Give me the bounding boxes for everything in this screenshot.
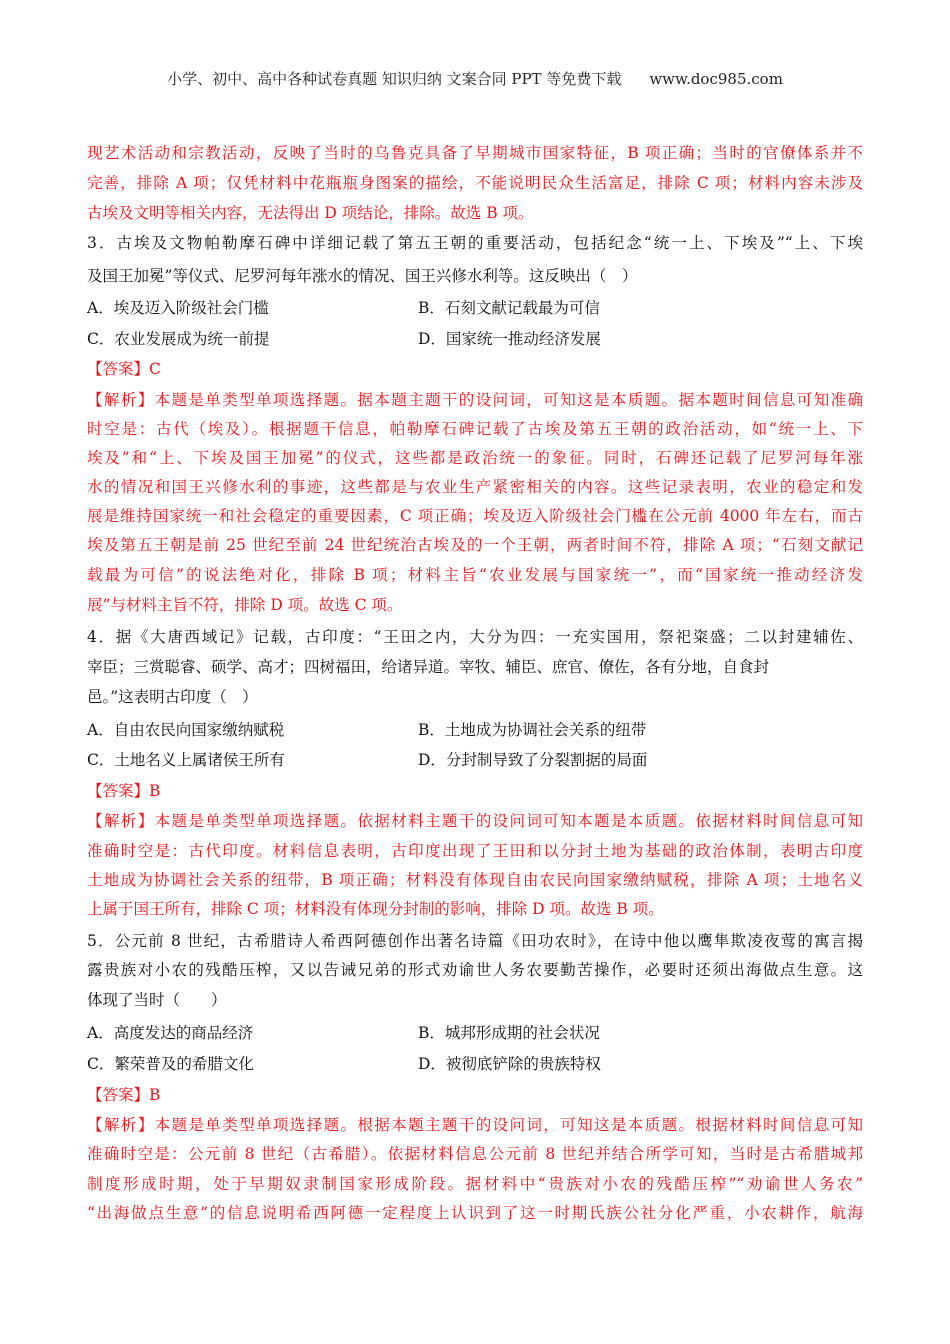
- analysis-line: 展是维持国家统一和社会稳定的重要因素，C 项正确；埃及迈入阶级社会门槛在公元前 4000 年左右，而古: [87, 507, 863, 525]
- option-right: B．土地成为协调社会关系的纽带: [418, 721, 647, 739]
- header-text: 小学、初中、高中各种试卷真题 知识归纳 文案合同 PPT 等免费下载: [167, 70, 622, 88]
- option-left: C．繁荣普及的希腊文化: [87, 1055, 254, 1073]
- analysis-line: 准确时空是：古代印度。材料信息表明，古印度出现了王田和以分封土地为基础的政治体制，表明古印度: [87, 842, 863, 860]
- option-right: B．城邦形成期的社会状况: [418, 1024, 600, 1042]
- question-line: 体现了当时（ ）: [87, 991, 227, 1009]
- analysis-line: 埃及”和“上、下埃及国王加冕”的仪式，这些都是政治统一的象征。同时，石碑还记载了尼罗河每年涨: [87, 449, 863, 467]
- option-left: A．埃及迈入阶级社会门槛: [87, 299, 269, 317]
- analysis-line: 展”与材料主旨不符，排除 D 项。故选 C 项。: [87, 596, 403, 614]
- analysis-line: 完善，排除 A 项；仅凭材料中花瓶瓶身图案的描绘，不能说明民众生活富足，排除 C 项；材料内容未涉及: [87, 174, 863, 192]
- option-right: D．分封制导致了分裂割据的局面: [418, 751, 648, 769]
- analysis-line: 时空是：古代（埃及）。根据题干信息，帕勒摩石碑记载了古埃及第五王朝的政治活动，如“统一上、下: [87, 420, 863, 438]
- question-line: 邑。”这表明古印度（ ）: [87, 688, 258, 706]
- answer-line: 【答案】C: [87, 360, 161, 378]
- option-right: D．国家统一推动经济发展: [418, 330, 601, 348]
- option-left: C．土地名义上属诸侯王所有: [87, 751, 285, 769]
- analysis-line: 制度形成时期，处于早期奴隶制国家形成阶段。据材料中“贵族对小农的残酷压榨”“劝谕世人务农”: [87, 1175, 863, 1193]
- option-left: A．高度发达的商品经济: [87, 1024, 254, 1042]
- question-line: 5．公元前 8 世纪，古希腊诗人希西阿德创作出著名诗篇《田功农时》，在诗中他以鹰隼欺凌夜莺的寓言揭: [87, 932, 863, 950]
- option-right: B．石刻文献记载最为可信: [418, 299, 600, 317]
- analysis-line: 水的情况和国王兴修水利的事迹，这些都是与农业生产紧密相关的内容。这些记录表明，农业的稳定和发: [87, 478, 863, 496]
- analysis-line: 【解析】本题是单类型单项选择题。根据本题主题干的设问词，可知这是本质题。根据材料时间信息可知: [87, 1116, 863, 1134]
- question-line: 4．据《大唐西域记》记载，古印度：“王田之内，大分为四：一充实国用，祭祀粢盛；二以封建辅佐、: [87, 628, 863, 646]
- answer-line: 【答案】B: [87, 1086, 161, 1104]
- analysis-line: 上属于国王所有，排除 C 项；材料没有体现分封制的影响，排除 D 项。故选 B 项。: [87, 900, 664, 918]
- question-line: 3．古埃及文物帕勒摩石碑中详细记载了第五王朝的重要活动，包括纪念“统一上、下埃及”“上、下埃: [87, 234, 863, 252]
- analysis-line: 现艺术活动和宗教活动，反映了当时的乌鲁克具备了早期城市国家特征，B 项正确；当时的官僚体系并不: [87, 144, 863, 162]
- analysis-line: 土地成为协调社会关系的纽带，B 项正确；材料没有体现自由农民向国家缴纳赋税，排除 A 项；土地名义: [87, 871, 863, 889]
- analysis-line: 载最为可信”的说法绝对化，排除 B 项；材料主旨“农业发展与国家统一”，而“国家统一推动经济发: [87, 566, 863, 584]
- question-line: 露贵族对小农的残酷压榨，又以告诫兄弟的形式劝谕世人务农要勤苦操作，必要时还须出海做点生意。这: [87, 961, 863, 979]
- option-left: A．自由农民向国家缴纳赋税: [87, 721, 285, 739]
- option-right: D．被彻底铲除的贵族特权: [418, 1055, 601, 1073]
- analysis-line: 埃及第五王朝是前 25 世纪至前 24 世纪统治古埃及的一个王朝，两者时间不符，排除 A 项；“石刻文献记: [87, 536, 863, 554]
- analysis-line: 准确时空是：公元前 8 世纪（古希腊）。依据材料信息公元前 8 世纪并结合所学可知，当时是古希腊城邦: [87, 1145, 863, 1163]
- answer-line: 【答案】B: [87, 782, 161, 800]
- question-line: 宰臣；三赏聪睿、硕学、高才；四树福田，给诸异道。宰牧、辅臣、庶官、僚佐，各有分地，自食封: [87, 658, 770, 676]
- header-url[interactable]: www.doc985.com: [649, 70, 783, 88]
- option-left: C．农业发展成为统一前提: [87, 330, 270, 348]
- question-line: 及国王加冕”等仪式、尼罗河每年涨水的情况、国王兴修水利等。这反映出（ ）: [87, 267, 638, 285]
- analysis-line: 古埃及文明等相关内容，无法得出 D 项结论，排除。故选 B 项。: [87, 204, 534, 222]
- page-header: [0, 68, 950, 89]
- analysis-line: 【解析】本题是单类型单项选择题。据本题主题干的设问词，可知这是本质题。据本题时间信息可知准确: [87, 391, 863, 409]
- analysis-line: 【解析】本题是单类型单项选择题。依据材料主题干的设问词可知本题是本质题。依据材料时间信息可知: [87, 812, 863, 830]
- analysis-line: “出海做点生意”的信息说明希西阿德一定程度上认识到了这一时期氏族公社分化严重，小农耕作，航海: [87, 1204, 863, 1222]
